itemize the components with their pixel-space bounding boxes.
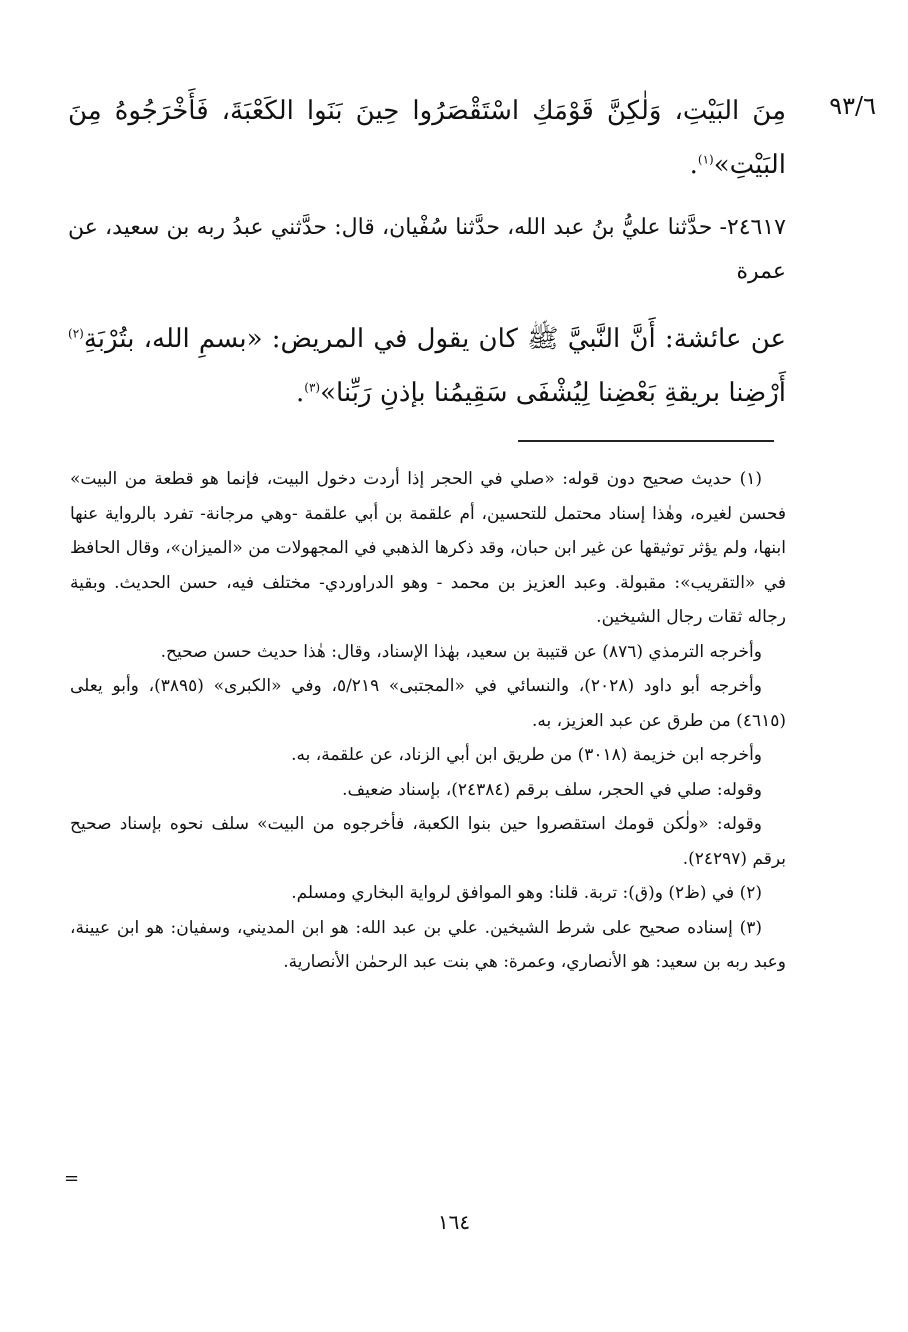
volume-page-reference: ٩٣/٦ xyxy=(829,92,876,120)
hadith-continuation xyxy=(68,84,786,192)
continuation-mark: = xyxy=(64,1168,80,1189)
verse-text: مِنَ البَيْتِ، وَلٰكِنَّ قَوْمَكِ اسْتَقْصَرُوا حِينَ بَنَوا الكَعْبَةَ، فَأَخْرَجُوهُ مِنَ البَيْتِ» xyxy=(68,96,786,180)
footnote-paragraph: وأخرجه الترمذي (٨٧٦) عن قتيبة بن سعيد، بهٰذا الإسناد، وقال: هٰذا حديث حسن صحيح. xyxy=(160,641,762,662)
footnote-paragraph: وقوله: صلي في الحجر، سلف برقم (٢٤٣٨٤)، بإسناد ضعيف. xyxy=(342,779,762,800)
verse-end: . xyxy=(689,150,698,180)
page-number: ١٦٤ xyxy=(437,1210,471,1234)
footnote-ref-2: (٢) xyxy=(68,326,84,341)
hadith-text-part2: أَرْضِنا بريقةِ بَعْضِنا لِيُشْفَى سَقِيمُنا بإذنِ رَبِّنا» xyxy=(320,378,786,408)
footnote-ref-3: (٣) xyxy=(304,380,321,395)
hadith-matn xyxy=(68,312,786,420)
hadith-chain xyxy=(68,206,786,294)
footnote-paragraph: وأخرجه ابن خزيمة (٣٠١٨) من طريق ابن أبي الزناد، عن علقمة، به. xyxy=(291,745,762,765)
footnotes xyxy=(70,462,786,980)
footnote-paragraph: (١) حديث صحيح دون قوله: «صلي في الحجر إذا أردت دخول البيت، فإنما هو قطعة من البيت» فحسن لغيره، وهٰذا إسناد محتمل للتحسين، أم علقمة بن أبي علقمة -وهي مرجانة- تفرد بالرواية عنها ابنها، ولم يؤثر توثيقها عن غير ابن حبان، وقد ذكرها الذهبي في المجهولات من «الميزان»، وقال الحافظ في «التقريب»: مقبولة. وعبد العزيز بن محمد - وهو الدراوردي- مختلف فيه، حسن الحديث. وبقية رجاله ثقات رجال الشيخين. xyxy=(70,469,786,627)
hadith-body xyxy=(68,312,786,420)
footnote-paragraph: (٢) في (ظ٢) و(ق): تربة. قلنا: وهو الموافق لرواية البخاري ومسلم. xyxy=(291,883,762,903)
verse-paragraph xyxy=(68,84,786,192)
footnote-paragraph: (٣) إسناده صحيح على شرط الشيخين. علي بن عبد الله: هو ابن المديني، وسفيان: هو ابن عيينة، وعبد ربه بن سعيد: هو الأنصاري، وعمرة: هي بنت عبد الرحمٰن الأنصارية. xyxy=(70,917,786,972)
footnote-paragraph: وأخرجه أبو داود (٢٠٢٨)، والنسائي في «المجتبى» ٥/٢١٩، وفي «الكبرى» (٣٨٩٥)، وأبو يعلى (٤٦١٥) من طرق عن عبد العزيز، به. xyxy=(70,676,786,731)
hadith-end: . xyxy=(296,378,305,408)
hadith-text-part1: عن عائشة: أَنَّ النَّبيَّ ﷺ كان يقول في المريض: «بسمِ الله، بتُرْبَةِ xyxy=(83,324,786,354)
footnote-paragraph: وقوله: «ولٰكن قومك استقصروا حين بنوا الكعبة، فأخرجوه من البيت» سلف نحوه بإسناد صحيح برقم (٢٤٢٩٧). xyxy=(70,814,786,869)
hadith-isnad: ٢٤٦١٧- حدَّثنا عليُّ بنُ عبد الله، حدَّثنا سُفْيان، قال: حدَّثني عبدُ ربه بن سعيد، عن عمرة xyxy=(68,215,786,284)
footnote-separator xyxy=(518,440,774,442)
footnote-ref-1: (١) xyxy=(697,152,714,167)
